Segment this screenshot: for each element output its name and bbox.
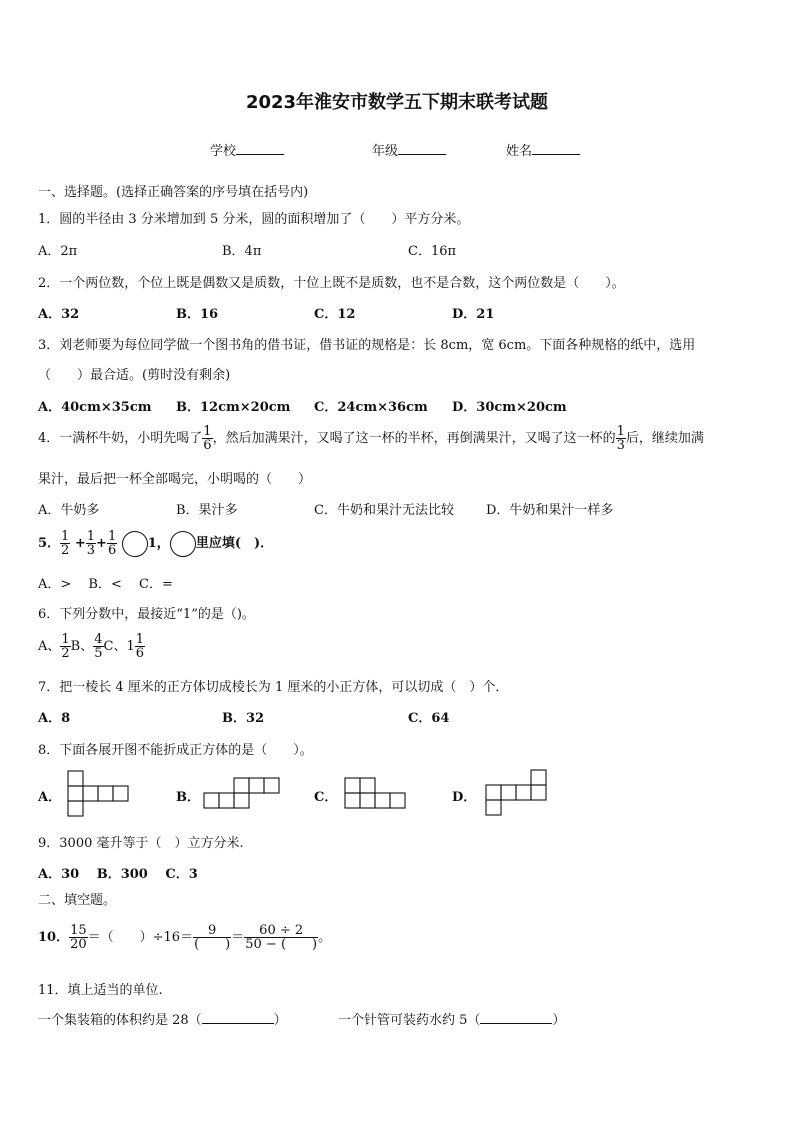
q11-item-1-close: ） bbox=[273, 1013, 287, 1028]
q3-option-a: A．40cm×35cm bbox=[38, 400, 152, 415]
q11-item-2 bbox=[338, 1009, 565, 1028]
name-blank bbox=[532, 154, 580, 155]
q11-item-2-blank bbox=[480, 1023, 552, 1024]
q5-fraction-2: $\frac{1}{3}$ bbox=[86, 529, 96, 558]
name-label: 姓名 bbox=[506, 144, 533, 159]
q3-stem-cont: （ ）最合适。(剪时没有剩余) bbox=[38, 368, 231, 383]
q2-option-a: A．32 bbox=[38, 307, 80, 322]
q8-net-d bbox=[486, 770, 550, 818]
q6-option-b-label: B、 bbox=[70, 639, 94, 654]
q6-option-a-fraction: $\frac{1}{2}$ bbox=[61, 632, 70, 661]
q5-number: 5． bbox=[38, 536, 61, 551]
q11-item-2-text: 一个针管可装药水约 5（ bbox=[338, 1013, 481, 1028]
school-field bbox=[210, 140, 284, 159]
q8-stem: 8．下面各展开图不能折成正方体的是（ ）。 bbox=[38, 743, 313, 758]
q10-end: 。 bbox=[318, 930, 332, 945]
q4-option-d: D．牛奶和果汁一样多 bbox=[486, 503, 614, 518]
q8-option-d: D． bbox=[452, 790, 477, 805]
q4-text-1: 4．一满杯牛奶，小明先喝了 bbox=[38, 431, 203, 446]
q8-net-b bbox=[204, 778, 284, 812]
q5-one: 1， bbox=[147, 536, 170, 551]
school-blank bbox=[236, 154, 284, 155]
q4-fraction-1: $\frac{1}{6}$ bbox=[203, 424, 212, 453]
q5-stem bbox=[38, 526, 273, 562]
q10-fraction-3: $\frac{60 \div 2}{50 - ( )}$ bbox=[245, 923, 318, 952]
q4-option-b: B．果汁多 bbox=[176, 503, 238, 518]
q5-tail: 里应填( )． bbox=[195, 536, 274, 551]
section-1-heading: 一、选择题。(选择正确答案的序号填在括号内) bbox=[38, 185, 309, 200]
q1-stem: 1．圆的半径由 3 分米增加到 5 分米，圆的面积增加了（ ）平方分米。 bbox=[38, 212, 470, 227]
q8-net-c bbox=[345, 778, 409, 812]
grade-blank bbox=[398, 154, 446, 155]
q4-stem-cont: 果汁，最后把一杯全部喝完，小明喝的（ ） bbox=[38, 472, 312, 487]
q1-option-c: C．16π bbox=[408, 244, 457, 259]
q6-stem: 6．下列分数中，最接近“1”的是（)。 bbox=[38, 607, 255, 622]
q8-option-a: A． bbox=[38, 790, 62, 805]
q5-plus-2: + bbox=[96, 536, 107, 551]
q5-answer-circle-1 bbox=[122, 531, 148, 557]
q4-fraction-2: $\frac{1}{3}$ bbox=[616, 424, 625, 453]
q7-option-a: A．8 bbox=[38, 711, 71, 726]
q3-option-c: C．24cm×36cm bbox=[314, 400, 428, 415]
grade-label: 年级 bbox=[372, 144, 399, 159]
q2-stem: 2．一个两位数，个位上既是偶数又是质数，十位上既不是质数，也不是合数，这个两位数是（ ）。 bbox=[38, 276, 625, 291]
q6-option-c-label: C、 bbox=[103, 639, 127, 654]
q4-option-a: A．牛奶多 bbox=[38, 503, 100, 518]
q3-option-d: D．30cm×20cm bbox=[452, 400, 567, 415]
q11-stem: 11．填上适当的单位. bbox=[38, 983, 163, 998]
q4-stem bbox=[38, 422, 704, 456]
q9-options: A．30 B．300 C．3 bbox=[38, 867, 198, 882]
q5-plus-1: + bbox=[74, 536, 86, 551]
q4-option-c: C．牛奶和果汁无法比较 bbox=[314, 503, 454, 518]
q7-option-c: C．64 bbox=[408, 711, 450, 726]
q6-options bbox=[38, 628, 145, 666]
q5-fraction-3: $\frac{1}{6}$ bbox=[107, 529, 117, 558]
section-2-heading: 二、填空题。 bbox=[38, 893, 117, 908]
q7-stem: 7．把一棱长 4 厘米的正方体切成棱长为 1 厘米的小正方体，可以切成（ ）个． bbox=[38, 680, 509, 695]
q7-option-b: B．32 bbox=[222, 711, 265, 726]
page-title: 2023年淮安市数学五下期末联考试题 bbox=[245, 92, 549, 113]
q5-options: A．> B．< C．= bbox=[38, 577, 173, 592]
q6-option-b-fraction: $\frac{4}{5}$ bbox=[94, 632, 103, 661]
q10-equation-1: ＝（ ）÷16＝ bbox=[87, 930, 194, 945]
q11-item-1-text: 一个集装箱的体积约是 28（ bbox=[38, 1013, 202, 1028]
q11-item-1-blank bbox=[202, 1023, 274, 1024]
q5-fraction-1: $\frac{1}{2}$ bbox=[61, 529, 70, 558]
q2-option-b: B．16 bbox=[176, 307, 219, 322]
q4-text-2: ，然后加满果汁，又喝了这一杯的半杯，再倒满果汁，又喝了这一杯的 bbox=[212, 431, 616, 446]
q4-text-3: 后，继续加满 bbox=[625, 431, 704, 446]
q3-stem: 3．刘老师要为每位同学做一个图书角的借书证，借书证的规格是：长 8cm，宽 6cm。下面各种规格的纸中，选用 bbox=[38, 338, 696, 353]
q10-fraction-1: $\frac{15}{20}$ bbox=[70, 923, 87, 952]
q11-item-1 bbox=[38, 1009, 287, 1028]
school-label: 学校 bbox=[210, 144, 237, 159]
grade-field bbox=[372, 140, 446, 159]
q10-number: 10． bbox=[38, 930, 70, 945]
q10-equals: ＝ bbox=[231, 930, 245, 945]
name-field bbox=[506, 140, 580, 159]
q10-fraction-2: $\frac{9}{( )}$ bbox=[194, 923, 231, 952]
q2-option-c: C．12 bbox=[314, 307, 356, 322]
q1-option-a: A．2π bbox=[38, 244, 78, 259]
q11-item-2-close: ） bbox=[552, 1013, 566, 1028]
q8-net-a bbox=[68, 771, 132, 819]
q8-option-b: B． bbox=[176, 790, 200, 805]
q2-option-d: D．21 bbox=[452, 307, 495, 322]
q3-option-b: B．12cm×20cm bbox=[176, 400, 291, 415]
q10-stem bbox=[38, 915, 331, 961]
q6-option-a-label: A、 bbox=[38, 639, 61, 654]
q8-option-c: C． bbox=[314, 790, 338, 805]
q9-stem: 9．3000 毫升等于（ ）立方分米. bbox=[38, 836, 244, 851]
q5-answer-circle-2 bbox=[170, 531, 196, 557]
q1-option-b: B．4π bbox=[222, 244, 262, 259]
q6-option-c-fraction: $\frac{1}{6}$ bbox=[135, 632, 145, 661]
q6-option-c-whole: 1 bbox=[126, 639, 135, 654]
